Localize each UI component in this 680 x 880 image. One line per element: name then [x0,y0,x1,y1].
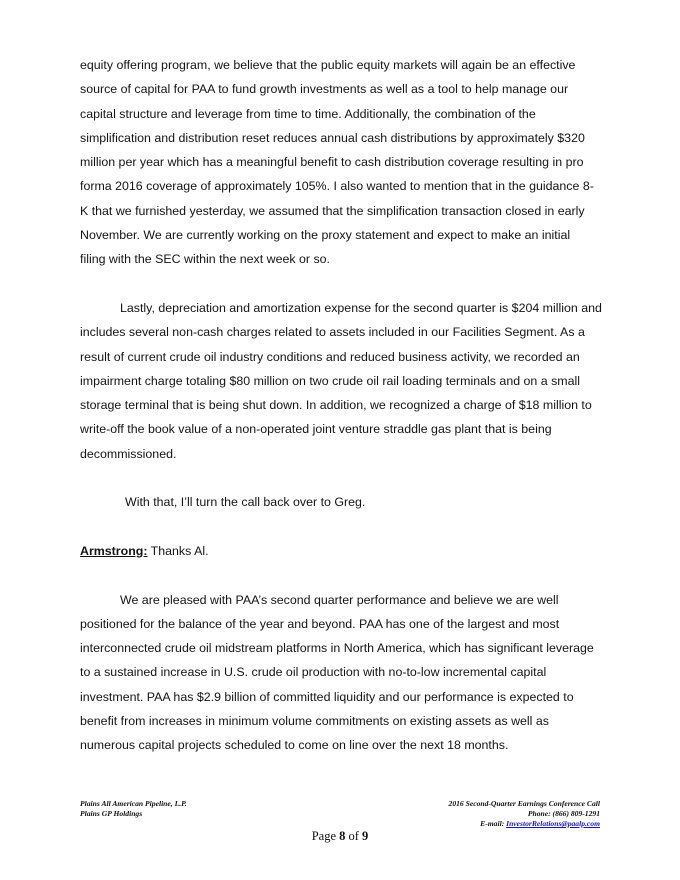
speaker-text: Thanks Al. [147,543,209,558]
footer-call-title: 2016 Second-Quarter Earnings Conference Call [448,799,600,808]
text-line: With that, I’ll turn the call back over to Greg. [125,495,366,510]
text-line: storage terminal that is being shut down. In addition, we recognized a charge of $18 million to [80,398,592,413]
body-text [80,53,604,782]
text-line: filing with the SEC within the next week or so. [80,252,330,267]
paragraph-equity-offering [80,53,604,272]
footer-company-name: Plains All American Pipeline, L.P. [80,799,187,808]
text-line: We are pleased with PAA’s second quarter performance and believe we are well [120,592,559,607]
text-line: K that we furnished yesterday, we assumed that the simplification transaction closed in early [80,203,585,218]
speaker-line [80,539,604,563]
text-line: source of capital for PAA to fund growth investments as well as a tool to help manage our [80,82,569,97]
footer-company-holdings: Plains GP Holdings [80,809,143,818]
text-line: interconnected crude oil midstream platforms in North America, which has significant leverage [80,641,594,656]
text-line: benefit from increases in minimum volume commitments on existing assets as well as [80,714,549,729]
speaker-name: Armstrong: [80,543,148,558]
page-number-prefix: Page [311,829,340,843]
footer-company [80,799,187,819]
page-number-current: 8 [339,829,346,843]
page-number-total: 9 [362,829,369,843]
text-line: decommissioned. [80,446,177,461]
footer-email-label: E-mail: [480,819,507,828]
text-line: equity offering program, we believe that the public equity markets will again be an effective [80,58,576,72]
text-line: investment. PAA has $2.9 billion of committed liquidity and our performance is expected to [80,689,574,704]
text-line: numerous capital projects scheduled to come on line over the next 18 months. [80,738,509,753]
text-line: simplification and distribution reset reduces annual cash distributions by approximately $320 [80,130,585,145]
footer-contact [449,799,600,829]
paragraph-depreciation [80,296,604,466]
footer-email-line [449,819,600,829]
paragraph-performance [80,588,604,758]
footer-phone: Phone: (866) 809-1291 [527,809,600,818]
paragraph-speaker-armstrong [80,539,604,563]
text-line: positioned for the balance of the year and beyond. PAA has one of the largest and most [80,616,560,631]
text-line: capital structure and leverage from time to time. Additionally, the combination of the [80,106,536,121]
text-line: to a sustained increase in U.S. crude oil production with no-to-low incremental capital [80,665,547,680]
text-line: result of current crude oil industry conditions and reduced business activity, we recorded an [80,349,580,364]
text-line: write-off the book value of a non-operated joint venture straddle gas plant that is being [80,422,552,437]
footer-email-link[interactable]: InvestorRelations@paalp.com [506,819,600,828]
text-line: includes several non-cash charges related to assets included in our Facilities Segment. As a [80,325,585,340]
text-line: forma 2016 coverage of approximately 105%. I also wanted to mention that in the guidance 8- [80,179,594,194]
text-line: November. We are currently working on the proxy statement and expect to make an initial [80,228,571,243]
paragraph-handoff [80,490,604,514]
text-line: impairment charge totaling $80 million on two crude oil rail loading terminals and on a small [80,373,581,388]
page-number-of: of [345,829,363,843]
page-number [0,829,680,844]
text-line: Lastly, depreciation and amortization expense for the second quarter is $204 million and [120,300,602,315]
text-line: million per year which has a meaningful benefit to cash distribution coverage resulting in pro [80,155,584,170]
